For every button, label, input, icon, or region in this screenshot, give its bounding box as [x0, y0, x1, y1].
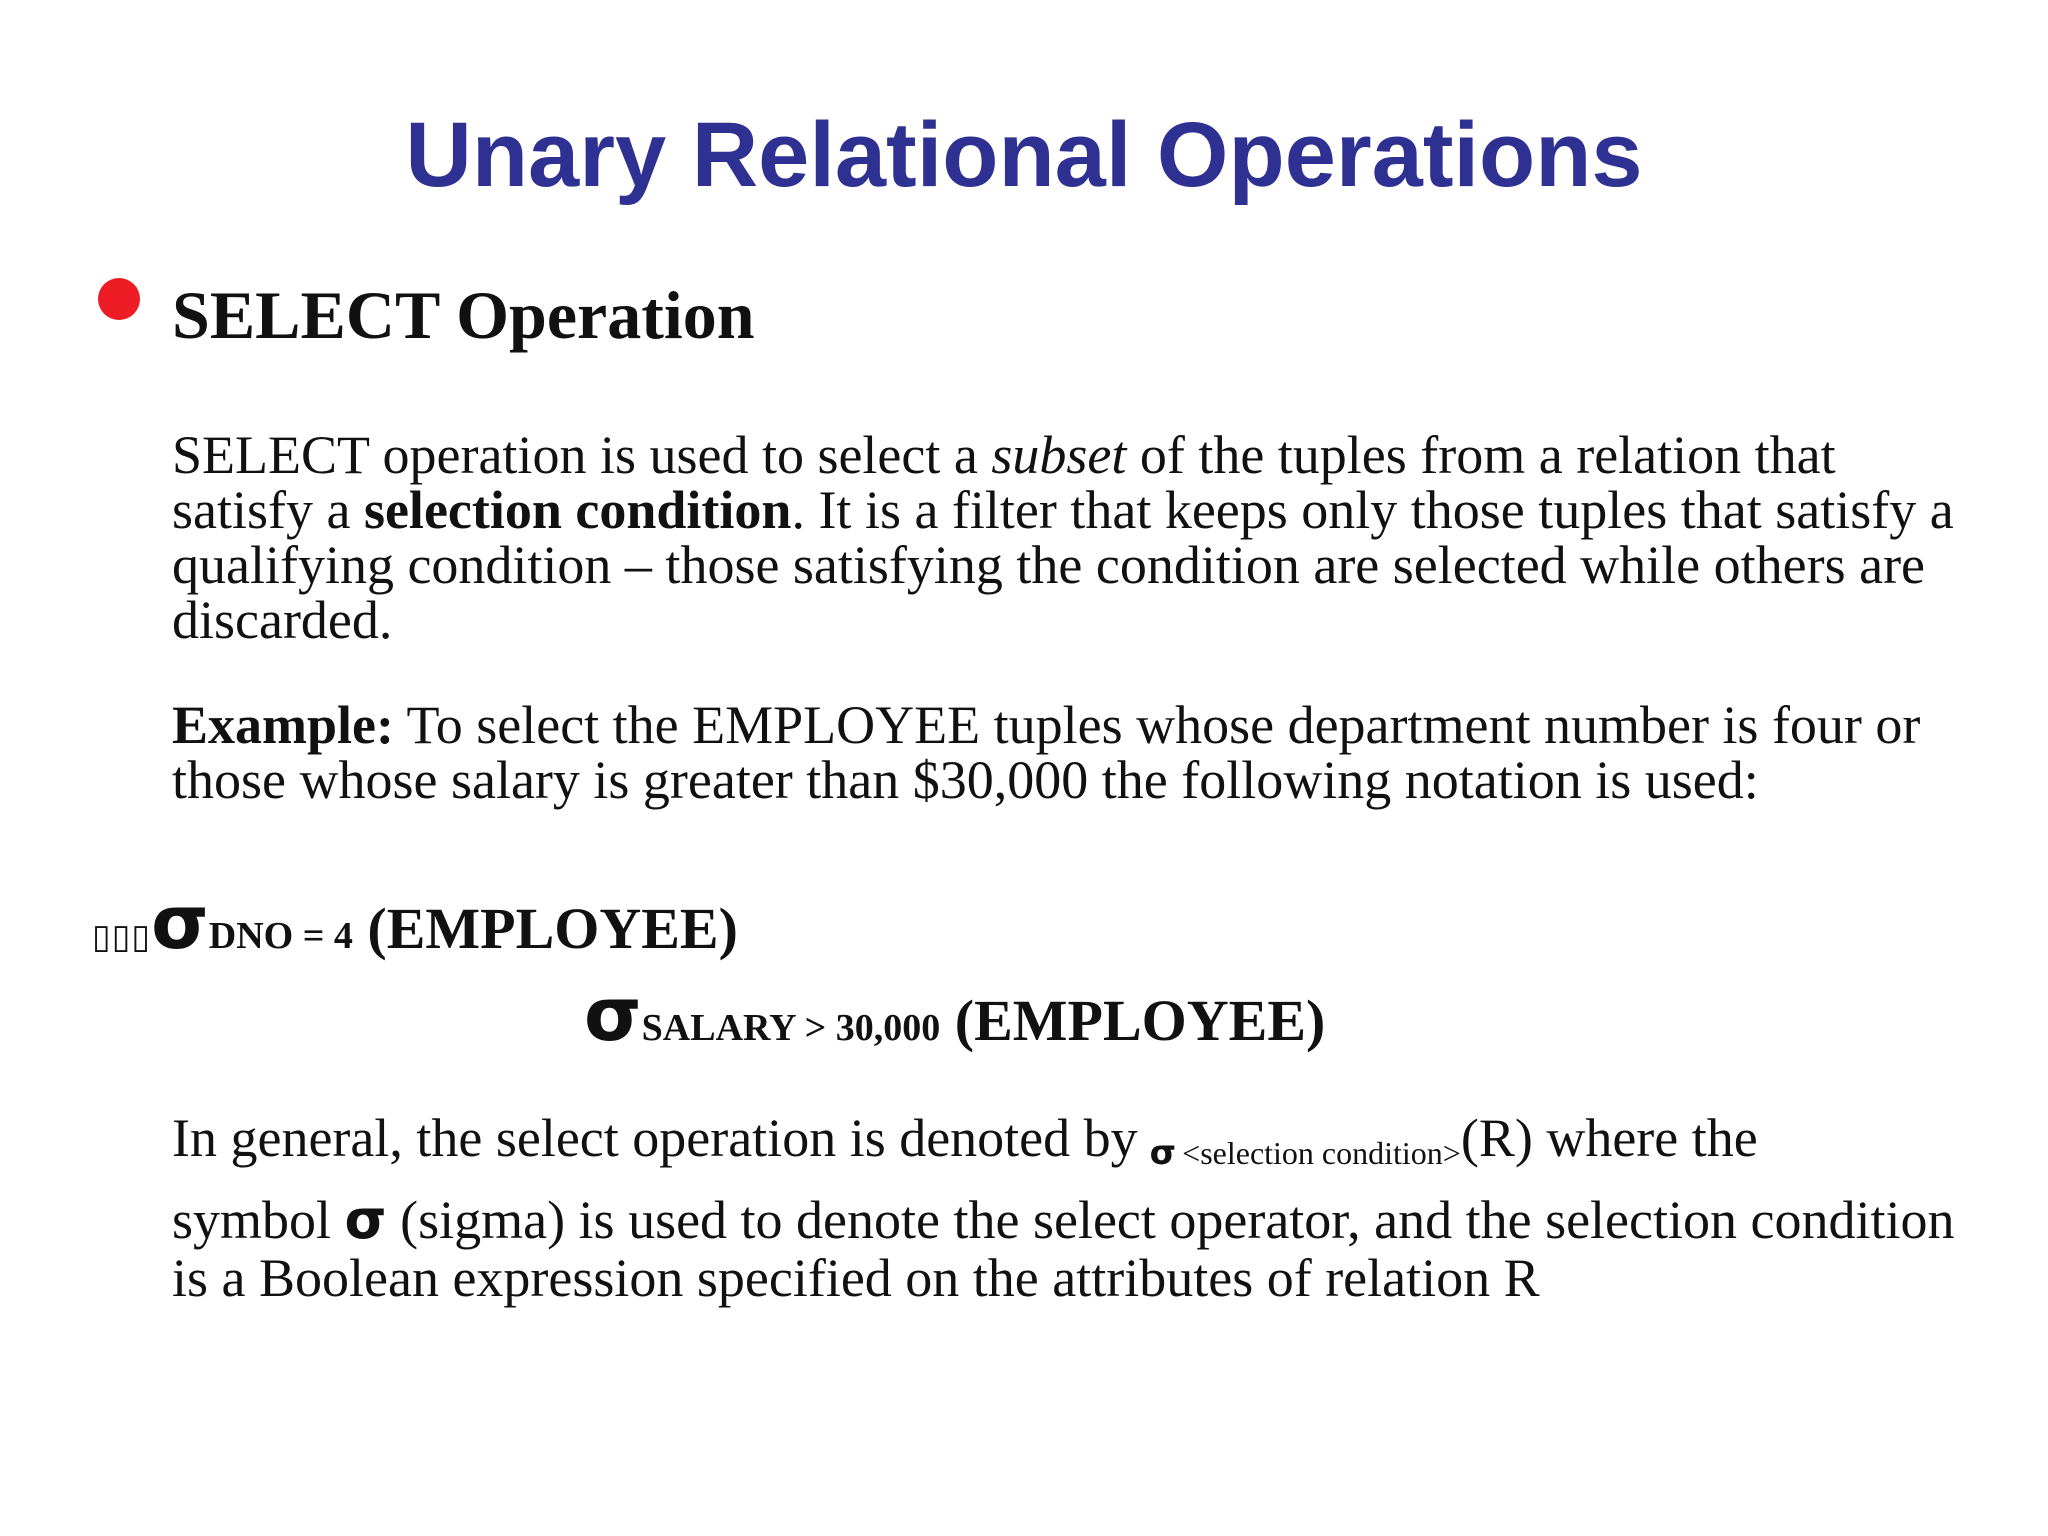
sigma-small-symbol: σ — [1149, 1133, 1177, 1173]
example-text: To select the EMPLOYEE tuples whose department number is four or those whose salary is greater than $30,000 the following notation is used: — [172, 695, 1921, 810]
general-text-4: (sigma) is used to denote the select operator, and the selection condition is a Boolean expression specified on the attributes of relation R — [172, 1190, 1955, 1308]
sigma-inline-symbol: σ — [344, 1188, 387, 1251]
formula-salary — [584, 972, 1325, 1058]
definition-bold-selection-condition: selection condition — [363, 480, 792, 540]
general-paragraph — [172, 1100, 1962, 1307]
selection-condition-subscript: <selection condition> — [1182, 1135, 1461, 1171]
general-text-2: (R) where the — [1460, 1108, 1758, 1168]
bullet-heading: SELECT Operation — [172, 277, 755, 353]
sigma-symbol: σ — [584, 972, 642, 1058]
bullet-dot-icon — [98, 278, 140, 320]
formula-condition: DNO = 4 — [208, 915, 353, 957]
definition-italic-subset: subset — [991, 425, 1127, 485]
definition-text-2: of the tuples from a relation that satisfy a — [172, 425, 1836, 540]
definition-text-1: SELECT operation is used to select a — [172, 425, 992, 485]
formula-relation: (EMPLOYEE) — [352, 896, 738, 961]
formula-relation: (EMPLOYEE) — [940, 988, 1326, 1053]
formula-prefix-glyphs: ▯▯▯ — [92, 919, 152, 956]
general-text-3: symbol — [172, 1190, 345, 1250]
example-label: Example: — [172, 695, 394, 755]
definition-paragraph — [172, 425, 1962, 650]
definition-text-3: . It is a filter that keeps only those tuples that satisfy a qualifying condition – those satisfying the condition are selected while others are discarded. — [172, 480, 1954, 650]
general-line-1 — [172, 1100, 1962, 1191]
sigma-symbol: σ — [151, 880, 209, 966]
example-paragraph — [172, 695, 1962, 810]
general-text-1: In general, the select operation is denoted by — [172, 1108, 1138, 1168]
slide-title: Unary Relational Operations — [405, 104, 1643, 206]
formula-dno — [92, 880, 738, 966]
formula-condition: SALARY > 30,000 — [641, 1007, 941, 1049]
